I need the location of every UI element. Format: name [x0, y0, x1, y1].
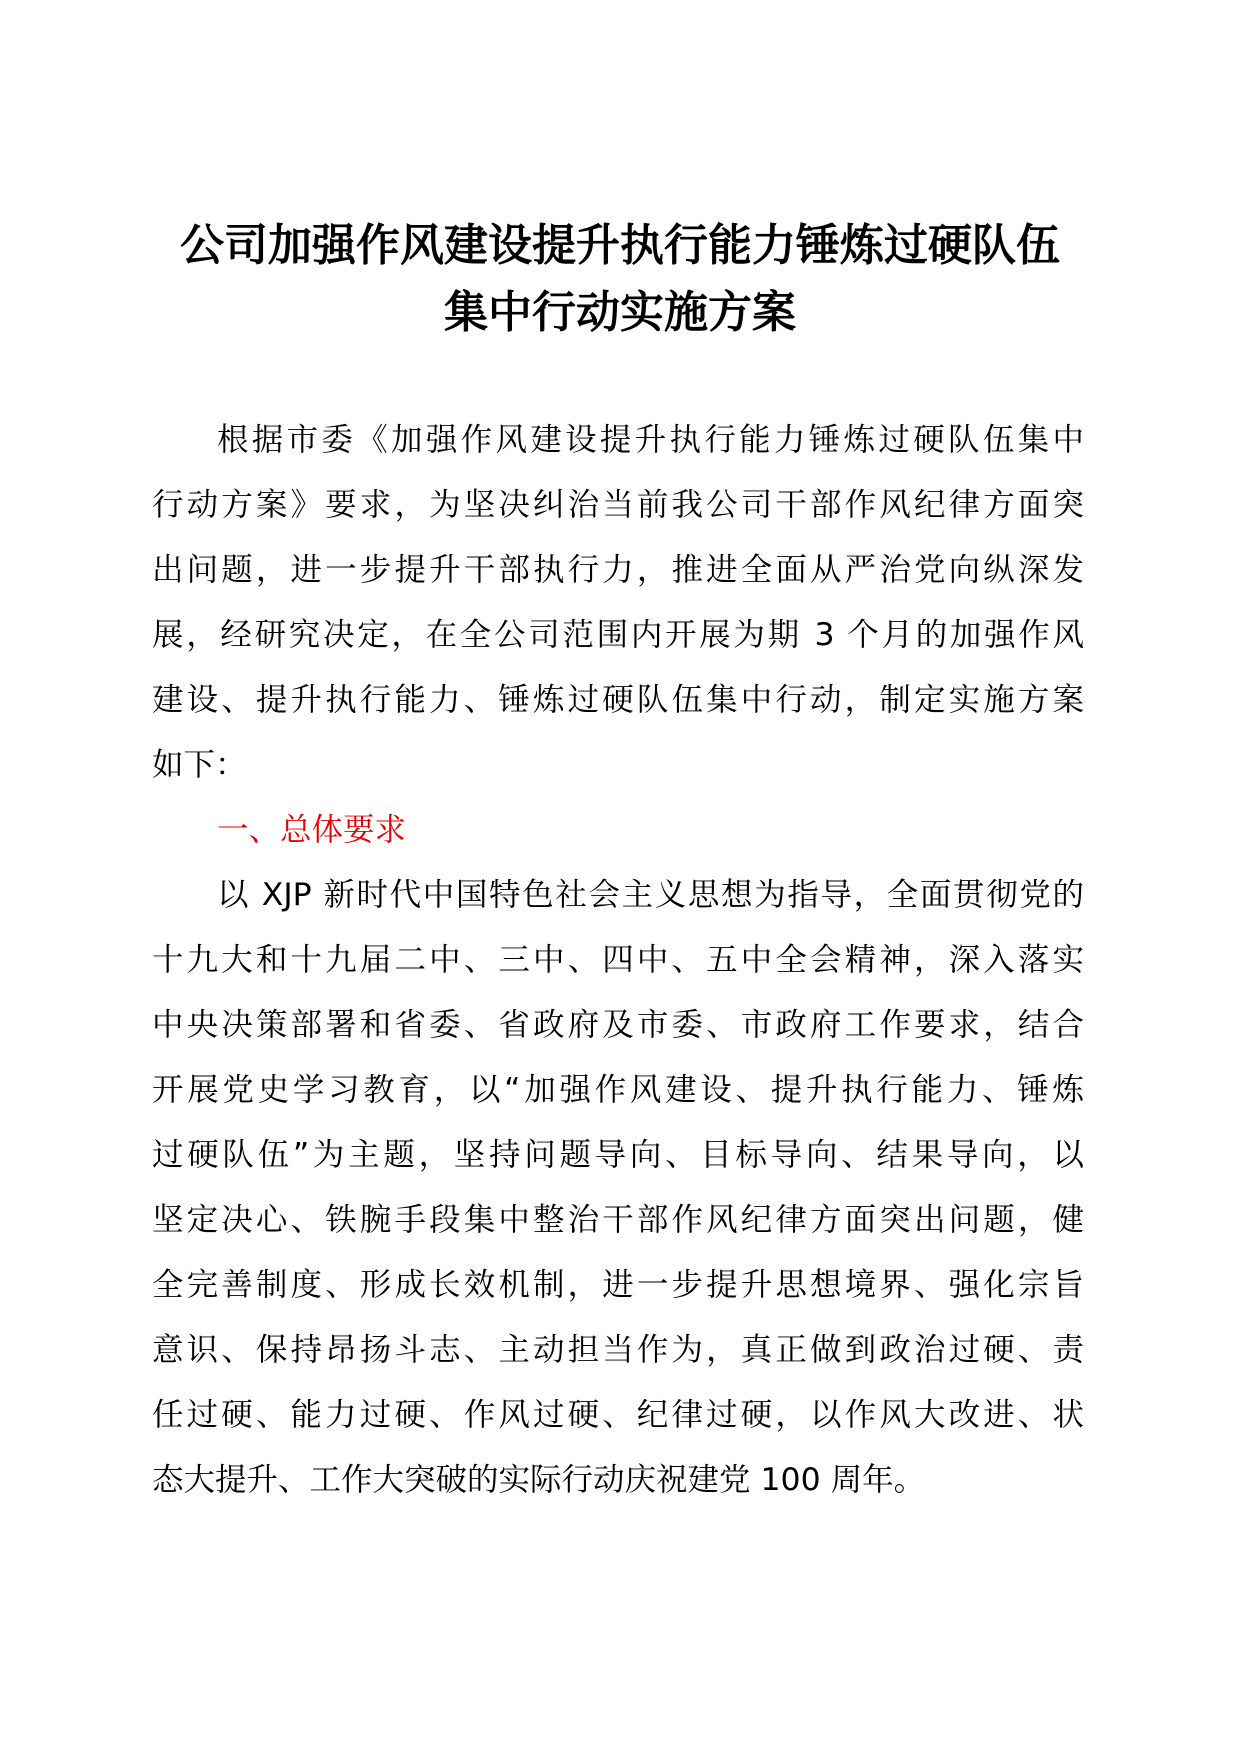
- paragraph-line: 如下：: [152, 747, 247, 783]
- paragraph-line: 全完善制度、形成长效机制，进一步提升思想境界、强化宗旨: [152, 1267, 1084, 1303]
- paragraph-line: 行动方案》要求，为坚决纠治当前我公司干部作风纪律方面突: [152, 487, 1084, 523]
- paragraph-line: 任过硬、能力过硬、作风过硬、纪律过硬，以作风大改进、状: [152, 1397, 1084, 1433]
- paragraph-line: 十九大和十九届二中、三中、四中、五中全会精神，深入落实: [152, 942, 1084, 978]
- section-1-paragraph: [152, 863, 1084, 1513]
- paragraph-line: 过硬队伍”为主题，坚持问题导向、目标导向、结果导向，以: [152, 1137, 1084, 1173]
- intro-paragraph: [152, 408, 1084, 798]
- paragraph-line: 以 XJP 新时代中国特色社会主义思想为指导，全面贯彻党的: [217, 877, 1084, 913]
- section-heading: 一、总体要求: [217, 812, 407, 848]
- document-title: [150, 212, 1090, 346]
- paragraph-line: 出问题，进一步提升干部执行力，推进全面从严治党向纵深发: [152, 552, 1084, 588]
- paragraph-line: 根据市委《加强作风建设提升执行能力锤炼过硬队伍集中: [217, 422, 1084, 458]
- paragraph-line: 坚定决心、铁腕手段集中整治干部作风纪律方面突出问题，健: [152, 1202, 1084, 1238]
- paragraph-line: 展，经研究决定，在全公司范围内开展为期 3 个月的加强作风: [152, 617, 1084, 653]
- paragraph-line: 意识、保持昂扬斗志、主动担当作为，真正做到政治过硬、责: [152, 1332, 1084, 1368]
- title-line-1: 公司加强作风建设提升执行能力锤炼过硬队伍: [180, 220, 1060, 271]
- paragraph-line: 开展党史学习教育，以“加强作风建设、提升执行能力、锤炼: [152, 1072, 1084, 1108]
- title-line-2: 集中行动实施方案: [444, 287, 796, 338]
- paragraph-line: 态大提升、工作大突破的实际行动庆祝建党 100 周年。: [152, 1462, 926, 1498]
- paragraph-line: 建设、提升执行能力、锤炼过硬队伍集中行动，制定实施方案: [152, 682, 1084, 718]
- paragraph-line: 中央决策部署和省委、省政府及市委、市政府工作要求，结合: [152, 1007, 1084, 1043]
- document-body: [152, 408, 1084, 1513]
